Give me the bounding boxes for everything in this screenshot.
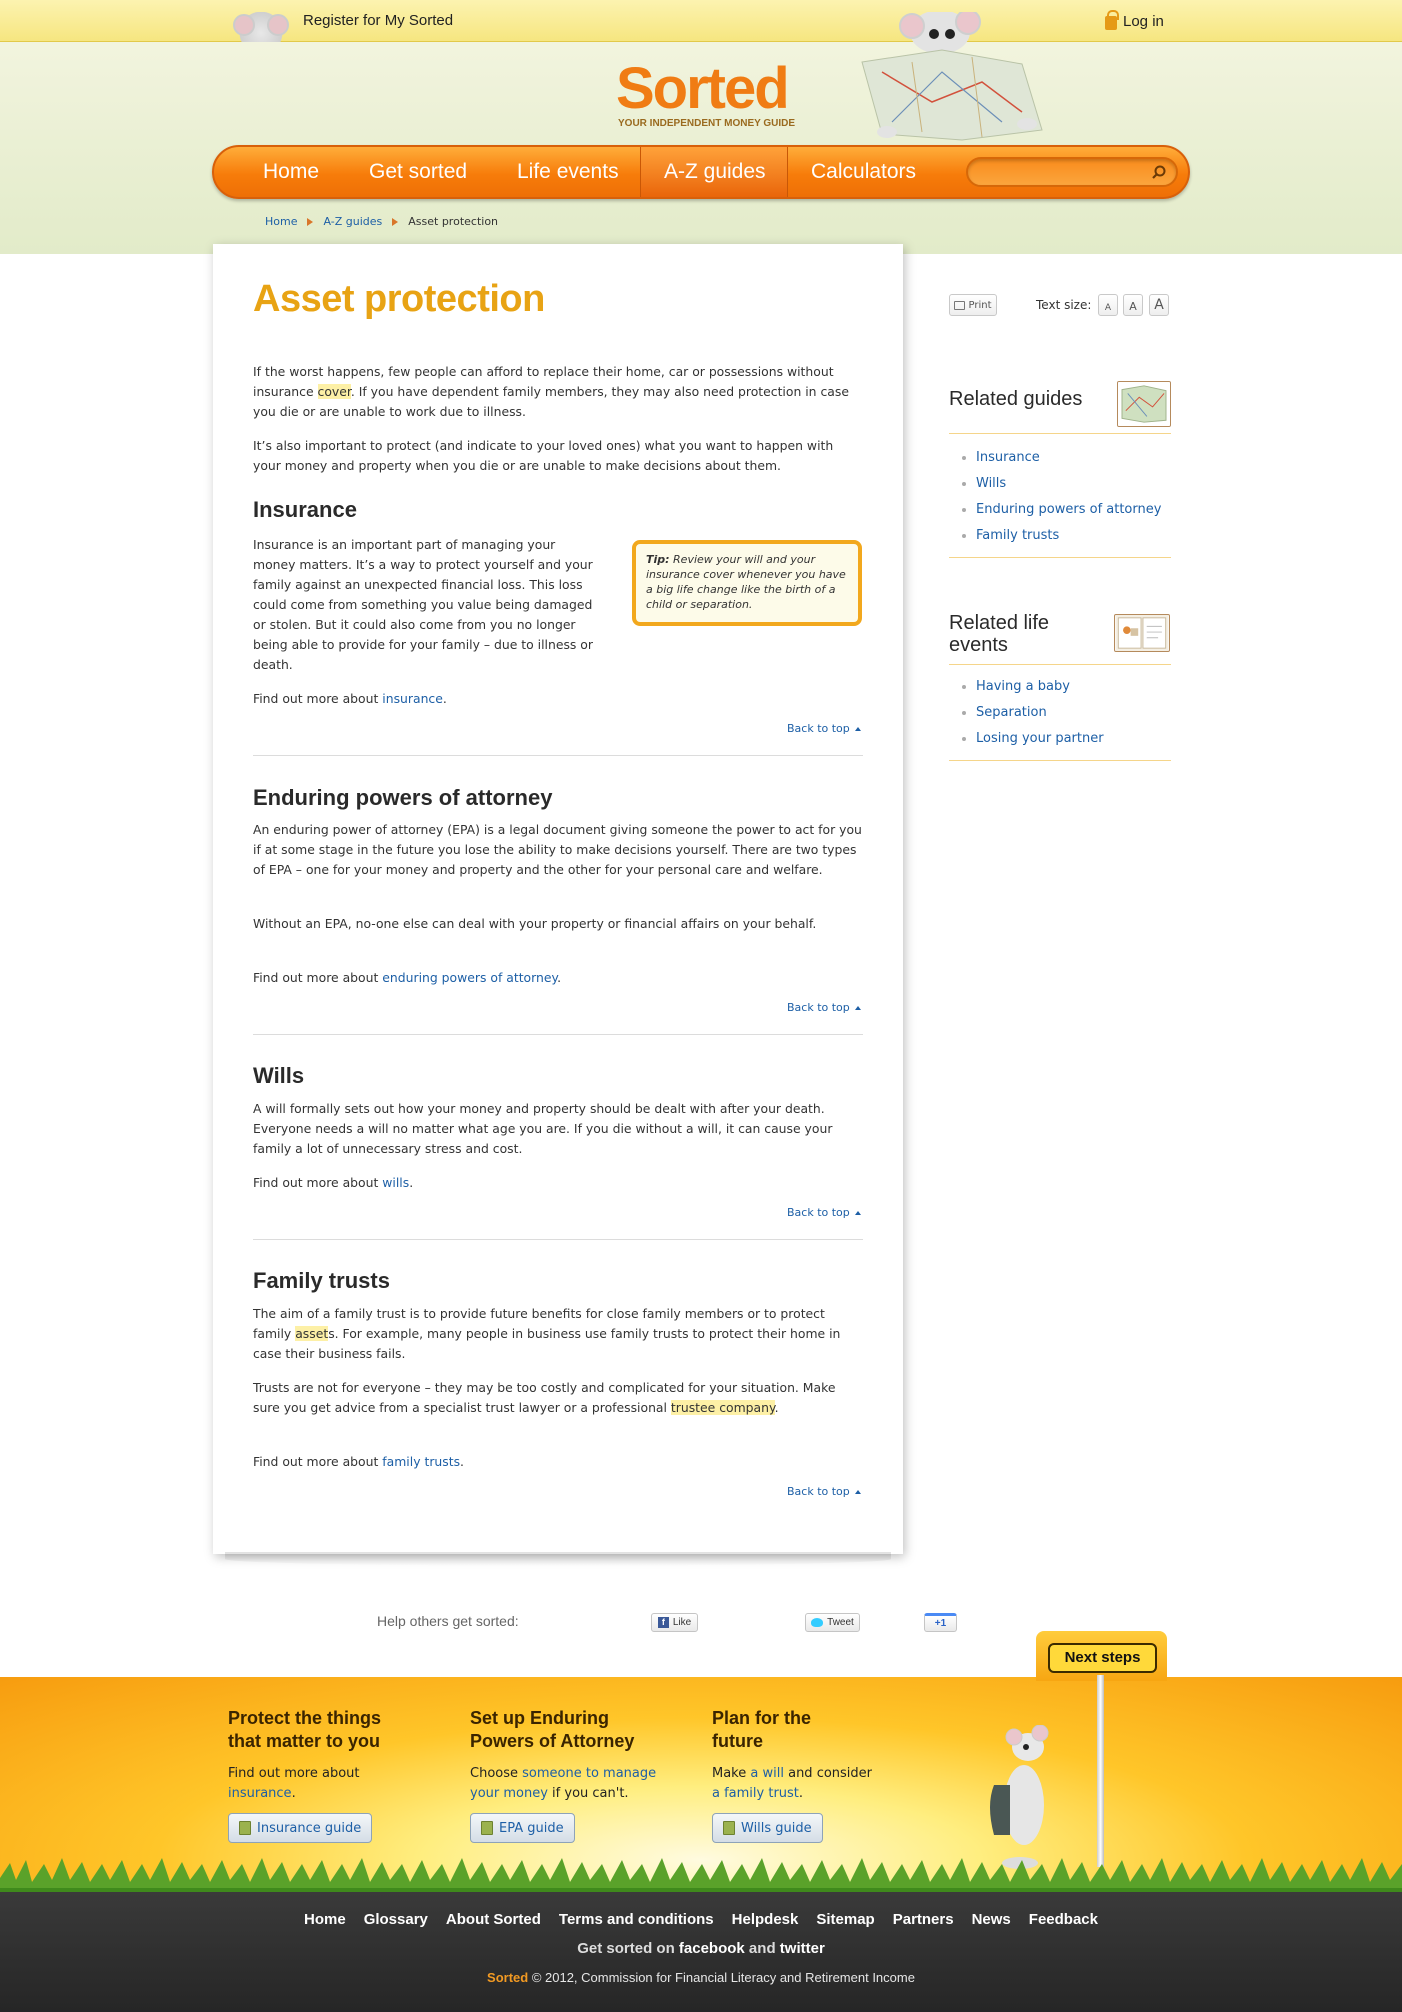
epa-find-more: Find out more about enduring powers of attorney. xyxy=(253,970,562,985)
bullet-icon xyxy=(962,711,966,715)
section-heading-epa: Enduring powers of attorney xyxy=(253,785,553,810)
wills-link[interactable]: wills xyxy=(382,1175,410,1190)
promo-someone-to-manage-link[interactable]: someone to manage your money xyxy=(470,1766,657,1801)
epa-paragraph-1: An enduring power of attorney (EPA) is a legal document giving someone the power to act for you if at some stage in the future you lose the ability to make decisions yourself. There are two types of EPA – one for your money and property and the other for your personal care and welfare. xyxy=(253,822,862,877)
back-to-top-link[interactable]: Back to top xyxy=(787,1001,861,1014)
tweet-button[interactable]: Tweet xyxy=(805,1613,860,1632)
bullet-icon xyxy=(962,685,966,689)
related-guide-insurance[interactable]: Insurance xyxy=(976,450,1040,465)
login-label: Log in xyxy=(1123,12,1164,30)
bullet-icon xyxy=(962,456,966,460)
promo-family-trust-link[interactable]: a family trust xyxy=(712,1786,799,1801)
list-item xyxy=(962,445,1161,471)
share-label: Help others get sorted: xyxy=(377,1613,519,1629)
intro-paragraph-1: If the worst happens, few people can afford to replace their home, car or possessions without insurance cover. If you have dependent family members, they may also need protection in case you die or are unable to work due to illness. xyxy=(253,364,849,419)
epa-paragraph-2: Without an EPA, no-one else can deal with your property or financial affairs on your behalf. xyxy=(253,916,817,931)
print-label: Print xyxy=(968,299,992,311)
list-item xyxy=(962,674,1104,700)
twitter-link[interactable]: twitter xyxy=(779,1940,825,1957)
facebook-like-button[interactable]: f Like xyxy=(651,1613,698,1632)
wills-find-more: Find out more about wills. xyxy=(253,1175,414,1190)
back-to-top-link[interactable]: Back to top xyxy=(787,1206,861,1219)
logo-word: Sorted xyxy=(616,56,788,121)
back-to-top-link[interactable]: Back to top xyxy=(787,1485,861,1498)
breadcrumb xyxy=(265,215,498,228)
next-steps-sign: Next steps xyxy=(1048,1643,1157,1673)
sign-post xyxy=(1097,1675,1104,1867)
bullet-icon xyxy=(962,737,966,741)
breadcrumb-arrow-icon xyxy=(392,218,398,226)
related-guide-epa[interactable]: Enduring powers of attorney xyxy=(976,502,1162,517)
insurance-link[interactable]: insurance xyxy=(382,691,443,706)
breadcrumb-home[interactable]: Home xyxy=(265,215,298,228)
footer-link-feedback[interactable]: Feedback xyxy=(1028,1911,1098,1928)
trusts-find-more: Find out more about family trusts. xyxy=(253,1454,464,1469)
list-item xyxy=(962,700,1104,726)
sorted-logo[interactable] xyxy=(616,56,796,130)
breadcrumb-current: Asset protection xyxy=(408,215,499,228)
arrow-up-icon xyxy=(855,727,861,731)
nav-get-sorted[interactable]: Get sorted xyxy=(369,160,468,183)
book-icon xyxy=(1114,614,1170,652)
guide-document-icon xyxy=(481,1821,493,1835)
trusts-paragraph-2: Trusts are not for everyone – they may be too costly and complicated for your situation. Make sure you get advice from a specialist trust lawyer or a professional trustee company. xyxy=(253,1380,836,1415)
glossary-term-trustee-company[interactable]: trustee company xyxy=(670,1400,775,1415)
related-guide-wills[interactable]: Wills xyxy=(976,476,1007,491)
insurance-find-more: Find out more about insurance. xyxy=(253,691,447,706)
glossary-term-cover[interactable]: cover xyxy=(317,384,351,399)
facebook-link[interactable]: facebook xyxy=(678,1940,745,1957)
page-title: Asset protection xyxy=(253,278,545,320)
tip-label: Tip: xyxy=(646,553,670,566)
twitter-bird-icon xyxy=(811,1618,823,1627)
mouse-with-map-icon xyxy=(852,12,1052,146)
nav-life-events[interactable]: Life events xyxy=(517,160,619,183)
facebook-icon: f xyxy=(658,1617,669,1628)
guide-document-icon xyxy=(723,1821,735,1835)
tip-box xyxy=(632,540,862,626)
sidebar-divider xyxy=(949,557,1171,558)
print-button[interactable] xyxy=(949,294,997,316)
footer-link-partners[interactable]: Partners xyxy=(892,1911,954,1928)
wills-guide-button[interactable]: Wills guide xyxy=(712,1813,823,1843)
bullet-icon xyxy=(962,482,966,486)
list-item xyxy=(962,497,1161,523)
arrow-up-icon xyxy=(855,1490,861,1494)
promo-heading-epa: Set up Enduring Powers of Attorney xyxy=(470,1708,635,1751)
related-life-events-heading: Related life events xyxy=(949,612,1050,656)
footer-link-news[interactable]: News xyxy=(971,1911,1011,1928)
related-guides-heading: Related guides xyxy=(949,388,1083,410)
section-divider xyxy=(253,1239,863,1240)
footer-link-helpdesk[interactable]: Helpdesk xyxy=(731,1911,799,1928)
guide-document-icon xyxy=(239,1821,251,1835)
mouse-with-backpack-icon xyxy=(980,1725,1062,1870)
card-shadow xyxy=(225,1552,891,1566)
promo-heading-plan: Plan for the future xyxy=(712,1708,812,1751)
top-bar xyxy=(0,0,1402,42)
related-guides-list xyxy=(962,445,1161,549)
tip-text: Review your will and your insurance cover whenever you have a big life change like the birth of a child or separation. xyxy=(646,553,846,611)
google-plus-one-button[interactable]: +1 xyxy=(924,1613,957,1632)
insurance-guide-button[interactable]: Insurance guide xyxy=(228,1813,372,1843)
sidebar-divider xyxy=(949,664,1171,665)
promo-will-link[interactable]: a will xyxy=(750,1766,784,1781)
lock-icon xyxy=(1105,16,1117,30)
search-box xyxy=(966,157,1178,187)
section-divider xyxy=(253,755,863,756)
arrow-up-icon xyxy=(855,1211,861,1215)
glossary-term-asset[interactable]: asset xyxy=(295,1326,329,1341)
related-event-having-a-baby[interactable]: Having a baby xyxy=(976,679,1070,694)
login-link[interactable] xyxy=(1105,12,1164,30)
epa-link[interactable]: enduring powers of attorney xyxy=(382,970,558,985)
related-guide-family-trusts[interactable]: Family trusts xyxy=(976,528,1060,543)
sidebar-divider xyxy=(949,760,1171,761)
nav-calculators[interactable]: Calculators xyxy=(811,160,917,183)
bullet-icon xyxy=(962,534,966,538)
wills-paragraph: A will formally sets out how your money and property should be dealt with after your death. Everyone needs a will no matter what age you are. If you die without a will, it can cause your family a lot of unnecessary stress and cost. xyxy=(253,1101,833,1156)
footer-links xyxy=(0,1911,1402,1928)
insurance-paragraph: Insurance is an important part of managing your money matters. It’s a way to protect yourself and your family against an unexpected financial loss. This loss could come from something you value being damaged or stolen. But it could also come from you no longer being able to provide for your family – due to illness or death. xyxy=(253,537,593,672)
back-to-top-link[interactable]: Back to top xyxy=(787,722,861,735)
sidebar-divider xyxy=(949,433,1171,434)
section-heading-insurance: Insurance xyxy=(253,497,357,522)
mouse-mascot-icon xyxy=(233,12,289,42)
footer-link-glossary[interactable]: Glossary xyxy=(363,1911,428,1928)
printer-icon xyxy=(954,301,965,310)
promo-text-protect: Find out more about insurance. xyxy=(228,1766,360,1801)
text-size-medium-button[interactable]: A xyxy=(1123,294,1143,316)
footer-link-terms[interactable]: Terms and conditions xyxy=(558,1911,714,1928)
related-life-events-list xyxy=(962,674,1104,752)
promo-text-epa: Choose someone to manage your money if you can't. xyxy=(470,1766,657,1801)
arrow-up-icon xyxy=(855,1006,861,1010)
trusts-paragraph-1: The aim of a family trust is to provide future benefits for close family members or to protect family assets. For example, many people in business use family trusts to protect their home in case their business fails. xyxy=(253,1306,841,1361)
text-size-label: Text size: xyxy=(1036,298,1092,312)
related-event-losing-partner[interactable]: Losing your partner xyxy=(976,731,1104,746)
text-size-large-button[interactable]: A xyxy=(1149,294,1169,316)
logo-tagline: YOUR INDEPENDENT MONEY GUIDE xyxy=(618,118,796,129)
footer-social: Get sorted on facebook and twitter xyxy=(577,1940,825,1957)
promo-insurance-link[interactable]: insurance xyxy=(228,1786,292,1801)
section-heading-wills: Wills xyxy=(253,1063,305,1088)
map-guide-icon xyxy=(1117,381,1171,427)
list-item xyxy=(962,726,1104,752)
epa-guide-button[interactable]: EPA guide xyxy=(470,1813,575,1843)
list-item xyxy=(962,471,1161,497)
search-input[interactable] xyxy=(978,163,1138,183)
text-size-small-button[interactable]: A xyxy=(1098,294,1118,316)
main-nav xyxy=(212,145,1190,199)
intro-paragraph-2: It’s also important to protect (and indicate to your loved ones) what you want to happen with your money and property when you die or are unable to make decisions about them. xyxy=(253,438,834,473)
nav-home[interactable]: Home xyxy=(263,160,320,183)
footer-copyright: Sorted © 2012, Commission for Financial Literacy and Retirement Income xyxy=(487,1970,915,1985)
footer-brand: Sorted xyxy=(487,1970,529,1985)
list-item xyxy=(962,523,1161,549)
search-icon[interactable] xyxy=(1152,165,1166,179)
bullet-icon xyxy=(962,508,966,512)
footer-link-home[interactable]: Home xyxy=(304,1911,346,1928)
section-divider xyxy=(253,1034,863,1035)
breadcrumb-arrow-icon xyxy=(307,218,313,226)
footer-link-about[interactable]: About Sorted xyxy=(445,1911,541,1928)
promo-text-plan: Make a will and consider a family trust. xyxy=(712,1766,873,1801)
nav-az-guides[interactable]: A-Z guides xyxy=(664,160,766,183)
register-link[interactable]: Register for My Sorted xyxy=(303,12,454,29)
family-trusts-link[interactable]: family trusts xyxy=(382,1454,461,1469)
section-heading-family-trusts: Family trusts xyxy=(253,1268,390,1293)
promo-heading-protect: Protect the things that matter to you xyxy=(228,1708,382,1751)
footer-link-sitemap[interactable]: Sitemap xyxy=(816,1911,875,1928)
related-event-separation[interactable]: Separation xyxy=(976,705,1047,720)
breadcrumb-az-guides[interactable]: A-Z guides xyxy=(323,215,383,228)
